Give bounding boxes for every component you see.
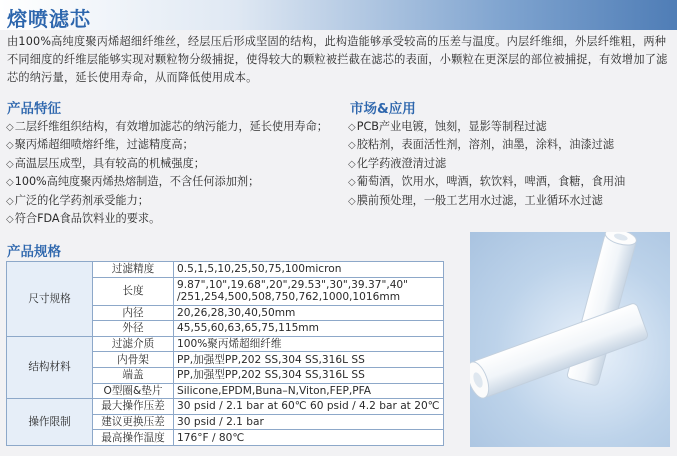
spec-value: 30 psid / 2.1 bar — [174, 414, 444, 430]
market-item: ◇PCB产业电镀，蚀刻，显影等制程过滤 — [348, 120, 547, 133]
features-heading: 产品特征 — [7, 101, 61, 117]
spec-label: 端盖 — [93, 367, 174, 383]
table-row — [7, 399, 444, 415]
feature-item: ◇高温层压成型，具有较高的机械强度； — [6, 156, 205, 170]
market-item: ◇膜前预处理，一般工艺用水过滤，工业循环水过滤 — [348, 193, 603, 207]
spec-value: PP,加强型PP,202 SS,304 SS,316L SS — [174, 367, 444, 383]
title-banner — [0, 0, 677, 30]
category-cell: 结构材料 — [7, 336, 93, 398]
market-heading: 市场&应用 — [350, 101, 416, 117]
market-item: ◇葡萄酒，饮用水，啤酒，软饮料，啤酒，食糖，食用油 — [348, 175, 626, 189]
feature-item: ◇广泛的化学药剂承受能力； — [6, 193, 149, 207]
bullet-icon: ◇ — [348, 195, 356, 207]
market-list — [348, 118, 625, 210]
spec-label: 最大操作压差 — [93, 399, 174, 415]
features-list — [6, 118, 328, 228]
table-row — [7, 336, 444, 352]
spec-value: Silicone,EPDM,Buna–N,Viton,FEP,PFA — [174, 383, 444, 399]
spec-value: 45,55,60,63,65,75,115mm — [174, 321, 444, 337]
market-item: ◇化学药液澄清过滤 — [348, 156, 447, 170]
spec-label: 最高操作温度 — [93, 430, 174, 446]
spec-value: PP,加强型PP,202 SS,304 SS,316L SS — [174, 352, 444, 368]
product-photo — [470, 232, 670, 447]
specs-heading: 产品规格 — [7, 244, 61, 260]
spec-value: 30 psid / 2.1 bar at 60℃ 60 psid / 4.2 bar at 20℃ — [174, 399, 444, 415]
spec-value: 20,26,28,30,40,50mm — [174, 305, 444, 321]
category-cell: 尺寸规格 — [7, 262, 93, 337]
spec-label: 外径 — [93, 321, 174, 337]
feature-item: ◇符合FDA食品饮料业的要求。 — [6, 211, 161, 225]
feature-item: ◇聚丙烯超细喷熔纤维，过滤精度高； — [6, 138, 194, 152]
category-cell: 操作限制 — [7, 399, 93, 446]
bullet-icon: ◇ — [348, 122, 356, 133]
bullet-icon: ◇ — [6, 177, 14, 189]
spec-label: O型圈&垫片 — [93, 383, 174, 399]
feature-item: ◇100%高纯度聚丙烯热熔制造，不含任何添加剂； — [6, 175, 260, 189]
page-title: 熔喷滤芯 — [7, 7, 91, 31]
spec-label: 建议更换压差 — [93, 414, 174, 430]
bullet-icon: ◇ — [348, 177, 356, 189]
spec-value: 0.5,1,5,10,25,50,75,100micron — [174, 262, 444, 278]
spec-value: 176°F / 80℃ — [174, 430, 444, 446]
spec-value: 100%聚丙烯超细纤维 — [174, 336, 444, 352]
spec-label: 过滤介质 — [93, 336, 174, 352]
spec-label: 过滤精度 — [93, 262, 174, 278]
market-item: ◇胶粘剂，表面活性剂，溶剂，油墨，涂料，油漆过滤 — [348, 138, 615, 152]
spec-label: 内径 — [93, 305, 174, 321]
bullet-icon: ◇ — [6, 213, 14, 225]
spec-label: 长度 — [93, 277, 174, 305]
intro-paragraph: 由100%高纯度聚丙烯超细纤维丝，经层压后形成坚固的结构，此构造能够承受较高的压差与温度。内层纤维细，外层纤维粗，两种不同细度的纤维层能够实现对颗粒物分级捕捉，使得较大的颗粒被拦截在滤芯的表面，小颗粒在更深层的部位被捕捉，有效增加了滤芯的纳污量，延长使用寿命，从而降低使用成本。 — [7, 35, 668, 84]
specs-table — [6, 261, 444, 446]
bullet-icon: ◇ — [348, 140, 356, 152]
bullet-icon: ◇ — [6, 195, 14, 207]
bullet-icon: ◇ — [6, 158, 14, 170]
spec-label: 内骨架 — [93, 352, 174, 368]
feature-item: ◇二层纤维组织结构，有效增加滤芯的纳污能力，延长使用寿命； — [6, 120, 328, 133]
bullet-icon: ◇ — [348, 158, 356, 170]
bullet-icon: ◇ — [6, 140, 14, 152]
table-row — [7, 262, 444, 278]
bullet-icon: ◇ — [6, 122, 14, 133]
filter-cartridges-image — [470, 232, 670, 447]
spec-value: 9.87",10",19.68",20",29.53",30",39.37",40" /251,254,500,508,750,762,1000,1016mm — [174, 277, 444, 305]
